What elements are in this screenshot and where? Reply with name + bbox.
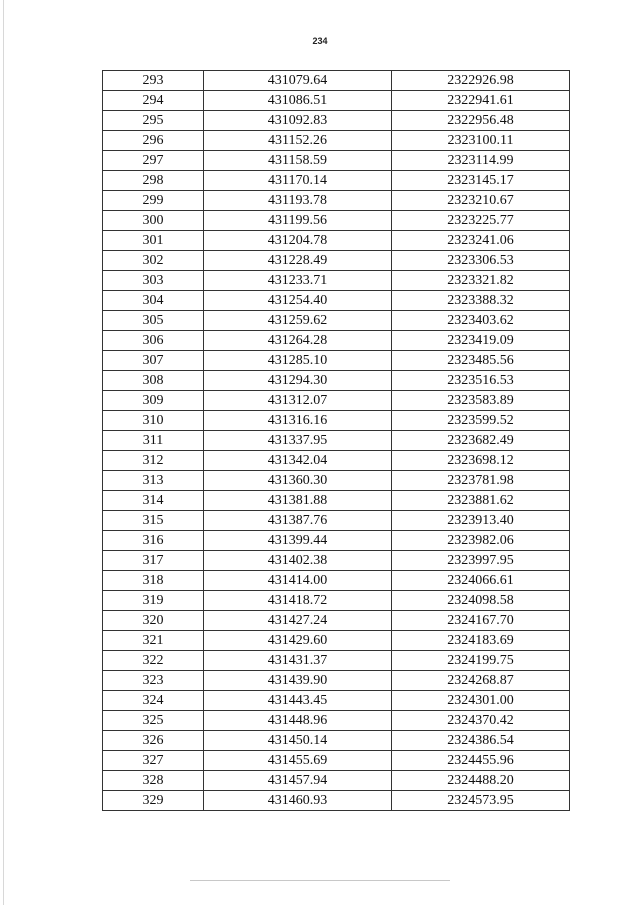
point-number-cell: 318 [103, 571, 204, 591]
y-coordinate-cell: 2323225.77 [392, 211, 570, 231]
y-coordinate-cell: 2322926.98 [392, 71, 570, 91]
point-number-cell: 321 [103, 631, 204, 651]
x-coordinate-cell: 431460.93 [204, 791, 392, 811]
table-row [103, 511, 570, 531]
table-row [103, 171, 570, 191]
table-row [103, 671, 570, 691]
point-number-cell: 319 [103, 591, 204, 611]
page-number: 234 [312, 36, 328, 46]
x-coordinate-cell: 431360.30 [204, 471, 392, 491]
y-coordinate-cell: 2324167.70 [392, 611, 570, 631]
point-number-cell: 306 [103, 331, 204, 351]
y-coordinate-cell: 2323145.17 [392, 171, 570, 191]
point-number-cell: 308 [103, 371, 204, 391]
x-coordinate-cell: 431443.45 [204, 691, 392, 711]
table-row [103, 571, 570, 591]
x-coordinate-cell: 431448.96 [204, 711, 392, 731]
point-number-cell: 307 [103, 351, 204, 371]
page-edge [3, 0, 4, 905]
table-row [103, 431, 570, 451]
y-coordinate-cell: 2324098.58 [392, 591, 570, 611]
y-coordinate-cell: 2324386.54 [392, 731, 570, 751]
table-row [103, 751, 570, 771]
y-coordinate-cell: 2323388.32 [392, 291, 570, 311]
x-coordinate-cell: 431414.00 [204, 571, 392, 591]
y-coordinate-cell: 2324183.69 [392, 631, 570, 651]
x-coordinate-cell: 431450.14 [204, 731, 392, 751]
x-coordinate-cell: 431399.44 [204, 531, 392, 551]
point-number-cell: 327 [103, 751, 204, 771]
point-number-cell: 328 [103, 771, 204, 791]
x-coordinate-cell: 431170.14 [204, 171, 392, 191]
table-row [103, 491, 570, 511]
y-coordinate-cell: 2322956.48 [392, 111, 570, 131]
x-coordinate-cell: 431316.16 [204, 411, 392, 431]
y-coordinate-cell: 2323599.52 [392, 411, 570, 431]
table-row [103, 711, 570, 731]
table-row [103, 791, 570, 811]
x-coordinate-cell: 431259.62 [204, 311, 392, 331]
x-coordinate-cell: 431086.51 [204, 91, 392, 111]
y-coordinate-cell: 2323997.95 [392, 551, 570, 571]
x-coordinate-cell: 431228.49 [204, 251, 392, 271]
table-row [103, 771, 570, 791]
point-number-cell: 323 [103, 671, 204, 691]
y-coordinate-cell: 2323485.56 [392, 351, 570, 371]
y-coordinate-cell: 2323403.62 [392, 311, 570, 331]
point-number-cell: 312 [103, 451, 204, 471]
table-row [103, 251, 570, 271]
point-number-cell: 314 [103, 491, 204, 511]
point-number-cell: 294 [103, 91, 204, 111]
y-coordinate-cell: 2323321.82 [392, 271, 570, 291]
table-row [103, 371, 570, 391]
point-number-cell: 297 [103, 151, 204, 171]
x-coordinate-cell: 431092.83 [204, 111, 392, 131]
y-coordinate-cell: 2324199.75 [392, 651, 570, 671]
y-coordinate-cell: 2323982.06 [392, 531, 570, 551]
point-number-cell: 299 [103, 191, 204, 211]
point-number-cell: 324 [103, 691, 204, 711]
point-number-cell: 305 [103, 311, 204, 331]
y-coordinate-cell: 2323781.98 [392, 471, 570, 491]
point-number-cell: 329 [103, 791, 204, 811]
y-coordinate-cell: 2322941.61 [392, 91, 570, 111]
y-coordinate-cell: 2324370.42 [392, 711, 570, 731]
x-coordinate-cell: 431199.56 [204, 211, 392, 231]
table-row [103, 111, 570, 131]
table-row [103, 591, 570, 611]
table-row [103, 271, 570, 291]
point-number-cell: 317 [103, 551, 204, 571]
table-row [103, 731, 570, 751]
y-coordinate-cell: 2324301.00 [392, 691, 570, 711]
x-coordinate-cell: 431402.38 [204, 551, 392, 571]
point-number-cell: 309 [103, 391, 204, 411]
table-row [103, 551, 570, 571]
x-coordinate-cell: 431264.28 [204, 331, 392, 351]
x-coordinate-cell: 431455.69 [204, 751, 392, 771]
point-number-cell: 304 [103, 291, 204, 311]
point-number-cell: 326 [103, 731, 204, 751]
x-coordinate-cell: 431342.04 [204, 451, 392, 471]
point-number-cell: 293 [103, 71, 204, 91]
y-coordinate-cell: 2324268.87 [392, 671, 570, 691]
point-number-cell: 298 [103, 171, 204, 191]
point-number-cell: 311 [103, 431, 204, 451]
table-row [103, 131, 570, 151]
x-coordinate-cell: 431439.90 [204, 671, 392, 691]
y-coordinate-cell: 2323241.06 [392, 231, 570, 251]
x-coordinate-cell: 431312.07 [204, 391, 392, 411]
table-row [103, 611, 570, 631]
table-row [103, 211, 570, 231]
point-number-cell: 325 [103, 711, 204, 731]
x-coordinate-cell: 431387.76 [204, 511, 392, 531]
y-coordinate-cell: 2323698.12 [392, 451, 570, 471]
point-number-cell: 296 [103, 131, 204, 151]
table-row [103, 151, 570, 171]
x-coordinate-cell: 431158.59 [204, 151, 392, 171]
page-bottom-rule [190, 880, 450, 881]
y-coordinate-cell: 2323210.67 [392, 191, 570, 211]
table-row [103, 71, 570, 91]
x-coordinate-cell: 431254.40 [204, 291, 392, 311]
point-number-cell: 320 [103, 611, 204, 631]
x-coordinate-cell: 431337.95 [204, 431, 392, 451]
y-coordinate-cell: 2324066.61 [392, 571, 570, 591]
x-coordinate-cell: 431381.88 [204, 491, 392, 511]
table-row [103, 331, 570, 351]
x-coordinate-cell: 431431.37 [204, 651, 392, 671]
point-number-cell: 313 [103, 471, 204, 491]
x-coordinate-cell: 431204.78 [204, 231, 392, 251]
x-coordinate-cell: 431285.10 [204, 351, 392, 371]
table-row [103, 531, 570, 551]
x-coordinate-cell: 431429.60 [204, 631, 392, 651]
point-number-cell: 295 [103, 111, 204, 131]
y-coordinate-cell: 2323306.53 [392, 251, 570, 271]
y-coordinate-cell: 2324455.96 [392, 751, 570, 771]
table-row [103, 311, 570, 331]
x-coordinate-cell: 431152.26 [204, 131, 392, 151]
point-number-cell: 300 [103, 211, 204, 231]
x-coordinate-cell: 431457.94 [204, 771, 392, 791]
table-row [103, 631, 570, 651]
table-row [103, 651, 570, 671]
point-number-cell: 310 [103, 411, 204, 431]
table-row [103, 391, 570, 411]
point-number-cell: 303 [103, 271, 204, 291]
point-number-cell: 302 [103, 251, 204, 271]
x-coordinate-cell: 431233.71 [204, 271, 392, 291]
point-number-cell: 316 [103, 531, 204, 551]
point-number-cell: 315 [103, 511, 204, 531]
y-coordinate-cell: 2324488.20 [392, 771, 570, 791]
table-row [103, 191, 570, 211]
table-row [103, 291, 570, 311]
x-coordinate-cell: 431418.72 [204, 591, 392, 611]
x-coordinate-cell: 431427.24 [204, 611, 392, 631]
y-coordinate-cell: 2323419.09 [392, 331, 570, 351]
point-number-cell: 322 [103, 651, 204, 671]
coordinates-table [102, 70, 570, 811]
table-row [103, 91, 570, 111]
y-coordinate-cell: 2323100.11 [392, 131, 570, 151]
table-row [103, 351, 570, 371]
x-coordinate-cell: 431294.30 [204, 371, 392, 391]
x-coordinate-cell: 431193.78 [204, 191, 392, 211]
y-coordinate-cell: 2323913.40 [392, 511, 570, 531]
table-row [103, 231, 570, 251]
table-row [103, 411, 570, 431]
y-coordinate-cell: 2323114.99 [392, 151, 570, 171]
table-row [103, 471, 570, 491]
table-row [103, 691, 570, 711]
table-row [103, 451, 570, 471]
y-coordinate-cell: 2323583.89 [392, 391, 570, 411]
y-coordinate-cell: 2324573.95 [392, 791, 570, 811]
point-number-cell: 301 [103, 231, 204, 251]
x-coordinate-cell: 431079.64 [204, 71, 392, 91]
y-coordinate-cell: 2323516.53 [392, 371, 570, 391]
coordinates-table-body [103, 71, 570, 811]
y-coordinate-cell: 2323881.62 [392, 491, 570, 511]
y-coordinate-cell: 2323682.49 [392, 431, 570, 451]
